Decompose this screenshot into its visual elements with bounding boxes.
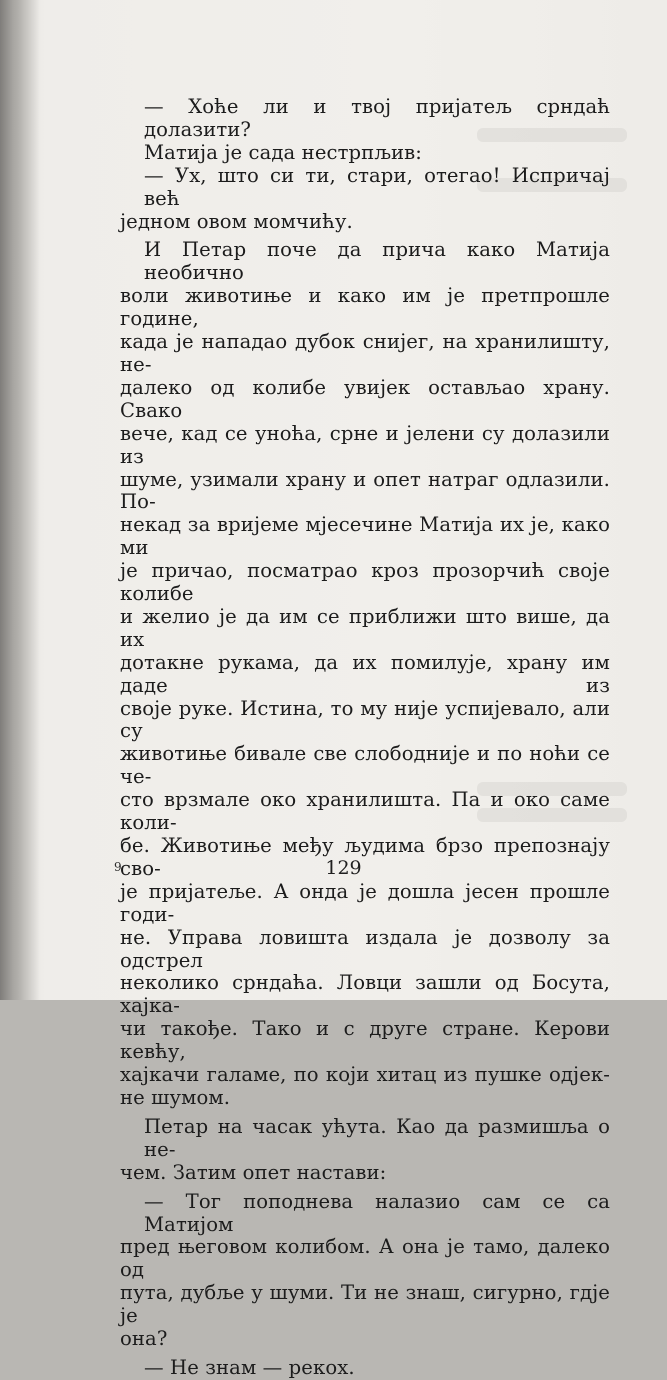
text-line: бе. Животиње међу људима брзо препознају сво- [120,834,610,880]
page-gutter-shadow [0,0,40,1000]
text-line: сто врзмале око хранилишта. Па и око саме коли- [120,788,610,835]
text-line: воли животиње и како им је претпрошле године, [120,284,610,331]
text-line: — Не знам — рекох. [144,1355,355,1379]
text-line: И Петар поче да прича како Матија необично [144,238,610,285]
text-line: Матија је сада нестрпљив: [144,140,422,164]
text-line: хајкачи галаме, по који хитац из пушке одјек- [120,1063,610,1087]
text-line: животиње бивале све слободније и по ноћи се че- [120,742,610,789]
page-body-text [120,95,610,1380]
text-line: своје руке. Истина, то му није успијевало, али су [120,696,610,743]
text-line: — Ух, што си ти, стари, отегао! Испричај већ [144,163,610,210]
text-line: некад за вријеме мјесечине Матија их је, како ми [120,513,610,560]
text-line: не шумом. [120,1085,231,1109]
text-line: и желио је да им се приближи што више, да их [120,604,610,651]
text-line: пред његовом колибом. А она је тамо, далеко од [120,1235,610,1282]
text-line: она? [120,1327,168,1351]
text-line: Петар на часак ућута. Као да размишља о не- [144,1114,610,1161]
text-line: — Тог поподнева налазио сам се са Матијом [144,1189,610,1236]
text-line: је причао, посматрао кроз прозорчић своје колибе [120,559,610,606]
page-number: 129 [325,857,362,879]
text-line: шуме, узимали храну и опет натраг одлазили. По- [120,467,610,514]
text-line: је пријатеље. А онда је дошла јесен прошле годи- [120,879,610,926]
text-line: једном овом момчићу. [120,209,353,233]
text-line: — Хоће ли и твој пријатељ срндаћ долазити? [144,95,610,141]
text-line: не. Управа ловишта издала је дозволу за одстрел [120,925,610,972]
text-line: када је нападао дубок снијег, на хранилишту, не- [120,330,610,376]
text-line: вече, кад се уноћа, срне и јелени су долазили из [120,421,610,468]
text-line: чем. Затим опет настави: [120,1160,387,1184]
signature-mark: 9 [114,860,122,874]
text-line: дотакне рукама, да их помилује, храну им даде из [120,650,610,697]
text-line: неколико срндаћа. Ловци зашли од Босута, хајка- [120,971,610,1018]
text-line: далеко од колибе увијек остављао храну. Свако [120,375,610,422]
text-line: чи такође. Тако и с друге стране. Керови кевћу, [120,1017,610,1064]
text-line: пута, дубље у шуми. Ти не знаш, сигурно, гдје је [120,1281,610,1328]
